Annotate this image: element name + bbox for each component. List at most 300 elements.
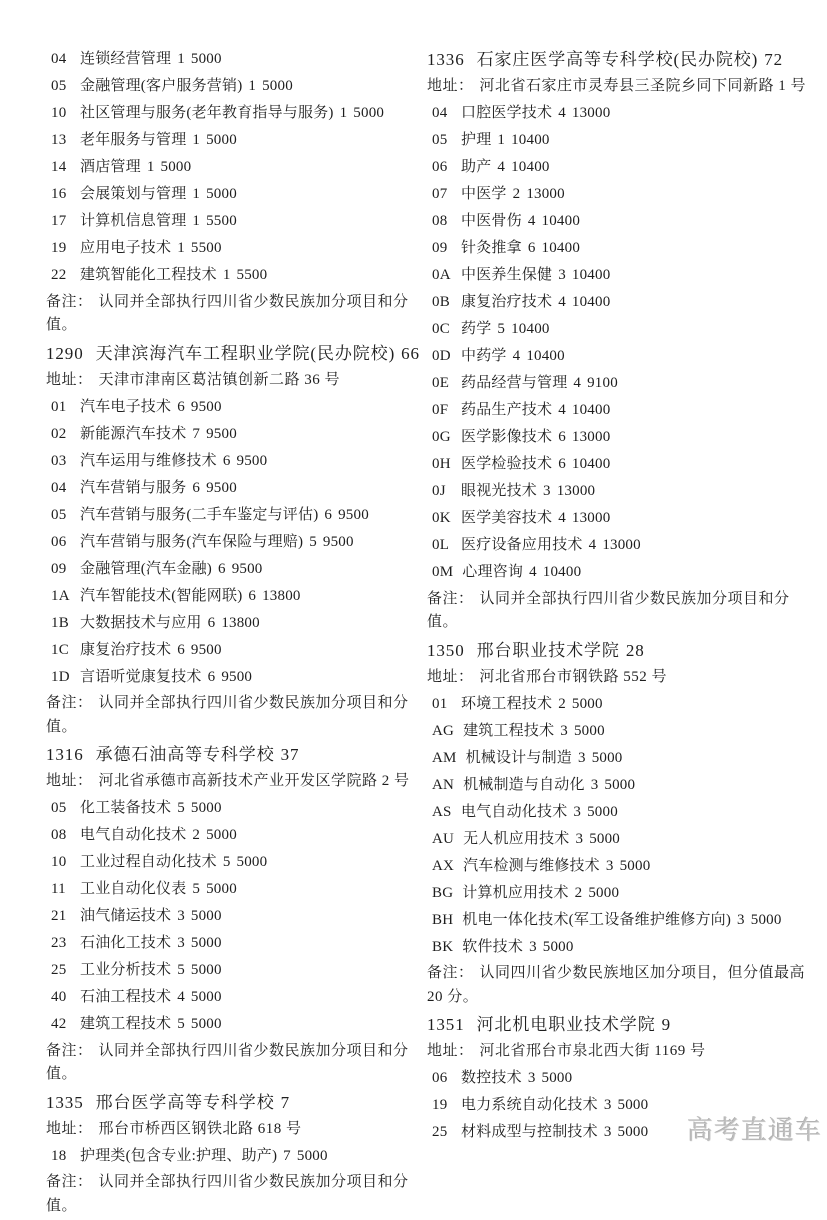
program-count: 4 [177,989,185,1005]
program-fee: 5500 [206,213,237,229]
program-count: 3 [529,939,537,955]
program-name: 药学 [461,321,491,337]
program-fee: 10400 [572,294,611,310]
program-line [46,46,420,73]
address-line [46,367,420,394]
program-line [46,502,420,529]
program-fee: 5000 [297,1148,328,1164]
program-name: 电气自动化技术 [80,827,186,843]
program-line [427,718,813,745]
program-line [427,853,813,880]
program-fee: 10400 [572,402,611,418]
program-line [427,397,813,424]
program-line [427,181,813,208]
program-count: 5 [192,881,200,897]
program-code: 05 [432,127,452,154]
program-fee: 5000 [191,962,222,978]
program-code: 06 [51,529,71,556]
program-count: 1 [177,240,185,256]
program-line [46,556,420,583]
program-name: 汽车营销与服务 [80,480,186,496]
program-count: 2 [558,696,566,712]
program-name: 大数据技术与应用 [80,615,202,631]
program-name: 中医养生保健 [461,267,552,283]
program-fee: 9500 [206,480,237,496]
program-fee: 13800 [221,615,260,631]
program-count: 1 [497,132,505,148]
program-count: 1 [248,78,256,94]
school-name: 邢台职业技术学院 [477,641,620,660]
program-name: 石油化工技术 [80,935,171,951]
program-fee: 5000 [237,854,268,870]
program-code: 0E [432,370,452,397]
watermark: 高考直通车 [687,1110,822,1147]
program-code: 01 [432,691,452,718]
program-code: 0G [432,424,452,451]
program-fee: 13000 [557,483,596,499]
program-count: 5 [177,1016,185,1032]
program-fee: 5000 [589,831,620,847]
program-fee: 9500 [338,507,369,523]
program-fee: 5000 [191,908,222,924]
program-code: 06 [432,1065,452,1092]
program-code: 09 [432,235,452,262]
program-line [427,1065,813,1092]
program-code: 04 [432,100,452,127]
program-name: 老年服务与管理 [80,132,186,148]
program-fee: 9500 [191,642,222,658]
program-code: 04 [51,475,71,502]
school-code: 1335 [46,1089,84,1116]
school-code: 1351 [427,1011,465,1038]
school-total: 28 [626,641,645,660]
program-name: 化工装备技术 [80,800,171,816]
note-text: 认同并全部执行四川省少数民族加分项目和分值。 [46,695,409,735]
program-fee: 5000 [191,989,222,1005]
program-code: 16 [51,181,71,208]
address-text: 天津市津南区葛沽镇创新二路 36 号 [99,372,341,388]
program-code: 05 [51,795,71,822]
program-fee: 5000 [262,78,293,94]
program-line [427,208,813,235]
program-name: 医疗设备应用技术 [461,537,583,553]
school-header [46,1089,420,1116]
program-line [46,394,420,421]
program-code: 22 [51,262,71,289]
program-code: AM [432,745,457,772]
program-name: 汽车智能技术(智能网联) [80,588,242,604]
program-line [427,451,813,478]
program-fee: 5000 [543,939,574,955]
program-count: 4 [573,375,581,391]
note-line [46,1038,420,1089]
program-code: 11 [51,876,71,903]
program-code: 0K [432,505,452,532]
program-name: 社区管理与服务(老年教育指导与服务) [80,105,334,121]
program-fee: 5000 [206,827,237,843]
program-name: 工业自动化仪表 [80,881,186,897]
school-name: 承德石油高等专科学校 [96,745,275,764]
program-count: 3 [604,1097,612,1113]
program-fee: 5000 [620,858,651,874]
program-name: 中医骨伤 [461,213,522,229]
address-line [427,1038,813,1065]
address-label: 地址： [46,372,93,388]
note-text: 认同并全部执行四川省少数民族加分项目和分值。 [427,591,790,631]
program-name: 药品生产技术 [461,402,552,418]
program-name: 电气自动化技术 [461,804,567,820]
program-fee: 13000 [602,537,641,553]
program-line [427,505,813,532]
program-fee: 5000 [191,935,222,951]
program-count: 2 [575,885,583,901]
program-code: 0L [432,532,452,559]
program-name: 汽车电子技术 [80,399,171,415]
program-count: 5 [309,534,317,550]
program-line [427,799,813,826]
program-line [46,849,420,876]
program-code: 0J [432,478,452,505]
program-line [46,637,420,664]
program-name: 工业过程自动化技术 [80,854,217,870]
program-code: BH [432,907,453,934]
program-line [46,100,420,127]
school-name: 河北机电职业技术学院 [477,1015,656,1034]
program-count: 6 [208,669,216,685]
note-label: 备注： [427,591,474,607]
program-name: 酒店管理 [80,159,141,175]
program-line [427,316,813,343]
school-total: 66 [401,344,420,363]
program-count: 4 [558,294,566,310]
program-count: 7 [283,1148,291,1164]
program-line [46,181,420,208]
program-code: 0M [432,559,453,586]
address-line [427,664,813,691]
note-line [427,586,813,637]
school-code: 1316 [46,741,84,768]
program-line [46,235,420,262]
program-code: BK [432,934,453,961]
program-fee: 5500 [191,240,222,256]
program-line [46,1143,420,1170]
program-code: 17 [51,208,71,235]
program-name: 心理咨询 [462,564,523,580]
program-code: 0D [432,343,452,370]
program-code: 09 [51,556,71,583]
program-code: 19 [432,1092,452,1119]
program-name: 金融管理(客户服务营销) [80,78,242,94]
program-count: 3 [591,777,599,793]
column-left [46,46,420,1220]
program-fee: 5000 [206,186,237,202]
program-count: 4 [558,402,566,418]
program-code: AN [432,772,454,799]
program-fee: 5000 [206,881,237,897]
program-fee: 5000 [751,912,782,928]
program-count: 5 [177,962,185,978]
note-text: 认同并全部执行四川省少数民族加分项目和分值。 [46,294,409,334]
program-line [46,876,420,903]
program-count: 6 [177,399,185,415]
school-code: 1336 [427,46,465,73]
program-count: 2 [192,827,200,843]
program-name: 言语听觉康复技术 [80,669,202,685]
program-code: 02 [51,421,71,448]
program-line [427,262,813,289]
program-name: 康复治疗技术 [80,642,171,658]
program-fee: 10400 [511,321,550,337]
program-line [46,73,420,100]
program-code: 42 [51,1011,71,1038]
program-count: 6 [223,453,231,469]
program-count: 1 [192,186,200,202]
program-line [427,772,813,799]
program-code: 04 [51,46,71,73]
program-code: AG [432,718,454,745]
program-name: 机械设计与制造 [466,750,572,766]
program-fee: 5000 [161,159,192,175]
note-line [46,1170,420,1220]
program-fee: 5000 [587,804,618,820]
address-text: 河北省承德市高新技术产业开发区学院路 2 号 [99,773,410,789]
program-count: 4 [528,213,536,229]
program-line [427,745,813,772]
program-fee: 13000 [572,510,611,526]
program-line [427,100,813,127]
column-right [427,46,813,1146]
program-line [427,826,813,853]
program-code: 05 [51,502,71,529]
program-code: 03 [51,448,71,475]
program-fee: 5500 [237,267,268,283]
school-code: 1350 [427,637,465,664]
school-header [427,46,813,73]
program-name: 金融管理(汽车金融) [80,561,212,577]
school-total: 72 [764,50,783,69]
school-name: 石家庄医学高等专科学校(民办院校) [477,50,759,69]
program-fee: 9100 [587,375,618,391]
program-fee: 10400 [572,267,611,283]
note-line [427,961,813,1012]
program-line [427,424,813,451]
program-count: 4 [589,537,597,553]
program-line [46,984,420,1011]
program-code: 0H [432,451,452,478]
program-name: 药品经营与管理 [461,375,567,391]
program-fee: 5000 [353,105,384,121]
program-line [46,529,420,556]
program-line [427,343,813,370]
program-name: 石油工程技术 [80,989,171,1005]
program-line [46,421,420,448]
school-code: 1290 [46,340,84,367]
program-count: 1 [147,159,155,175]
note-text: 认同并全部执行四川省少数民族加分项目和分值。 [46,1043,409,1083]
program-name: 中医学 [461,186,507,202]
program-fee: 5000 [592,750,623,766]
program-line [427,235,813,262]
program-name: 针灸推拿 [461,240,522,256]
program-name: 眼视光技术 [461,483,537,499]
program-code: 07 [432,181,452,208]
school-total: 7 [281,1093,290,1112]
program-fee: 13800 [262,588,301,604]
program-count: 1 [340,105,348,121]
program-fee: 9500 [232,561,263,577]
program-name: 护理 [461,132,491,148]
program-count: 1 [223,267,231,283]
address-line [46,768,420,795]
program-name: 助产 [461,159,491,175]
program-fee: 10400 [542,240,581,256]
program-fee: 5000 [206,132,237,148]
program-fee: 9500 [323,534,354,550]
program-code: 18 [51,1143,71,1170]
program-name: 电力系统自动化技术 [461,1097,598,1113]
program-line [427,127,813,154]
address-text: 河北省石家庄市灵寿县三圣院乡同下同新路 1 号 [480,78,807,94]
program-fee: 10400 [543,564,582,580]
program-fee: 9500 [206,426,237,442]
program-line [46,154,420,181]
address-line [427,73,813,100]
program-code: 1D [51,664,71,691]
program-count: 4 [529,564,537,580]
address-label: 地址： [427,78,474,94]
program-name: 建筑工程技术 [80,1016,171,1032]
program-name: 应用电子技术 [80,240,171,256]
program-fee: 10400 [511,159,550,175]
program-line [46,903,420,930]
program-line [46,664,420,691]
program-count: 4 [497,159,505,175]
program-code: 23 [51,930,71,957]
school-name: 天津滨海汽车工程职业学院(民办院校) [96,344,396,363]
program-code: 08 [51,822,71,849]
address-label: 地址： [427,1043,474,1059]
program-count: 6 [558,456,566,472]
program-fee: 9500 [237,453,268,469]
program-code: 06 [432,154,452,181]
address-line [46,1116,420,1143]
program-count: 2 [513,186,521,202]
note-label: 备注： [46,695,93,711]
program-name: 口腔医学技术 [461,105,552,121]
program-fee: 13000 [572,429,611,445]
program-code: 10 [51,100,71,127]
program-code: AX [432,853,454,880]
program-line [46,583,420,610]
program-name: 会展策划与管理 [80,186,186,202]
program-fee: 5000 [191,1016,222,1032]
program-name: 工业分析技术 [80,962,171,978]
program-fee: 5000 [618,1124,649,1140]
note-label: 备注： [46,294,93,310]
program-line [46,1011,420,1038]
program-name: 医学影像技术 [461,429,552,445]
program-line [427,880,813,907]
address-text: 河北省邢台市泉北西大街 1169 号 [480,1043,706,1059]
program-line [46,610,420,637]
note-text: 认同并全部执行四川省少数民族加分项目和分值。 [46,1174,409,1214]
program-name: 医学检验技术 [461,456,552,472]
program-code: 1A [51,583,71,610]
note-label: 备注： [427,965,474,981]
address-label: 地址： [46,1121,93,1137]
program-count: 3 [528,1070,536,1086]
program-name: 机械制造与自动化 [463,777,585,793]
program-name: 软件技术 [462,939,523,955]
program-code: AU [432,826,454,853]
program-fee: 5000 [604,777,635,793]
program-code: BG [432,880,453,907]
program-fee: 13000 [572,105,611,121]
program-line [46,957,420,984]
program-code: 25 [432,1119,452,1146]
school-header [427,637,813,664]
program-line [46,930,420,957]
program-fee: 5000 [191,51,222,67]
note-line [46,289,420,340]
program-code: 0C [432,316,452,343]
program-count: 4 [513,348,521,364]
program-line [46,822,420,849]
program-name: 汽车营销与服务(汽车保险与理赔) [80,534,303,550]
program-code: 10 [51,849,71,876]
program-name: 汽车营销与服务(二手车鉴定与评估) [80,507,318,523]
program-line [427,907,813,934]
program-code: 13 [51,127,71,154]
program-code: 01 [51,394,71,421]
program-code: 25 [51,957,71,984]
program-fee: 9500 [191,399,222,415]
program-code: 0A [432,262,452,289]
program-count: 6 [192,480,200,496]
program-code: 14 [51,154,71,181]
program-count: 6 [208,615,216,631]
program-name: 油气储运技术 [80,908,171,924]
program-count: 6 [324,507,332,523]
program-code: 19 [51,235,71,262]
note-label: 备注： [46,1174,93,1190]
program-line [427,478,813,505]
program-code: 08 [432,208,452,235]
program-fee: 5000 [572,696,603,712]
school-header [46,741,420,768]
program-name: 无人机应用技术 [463,831,569,847]
program-fee: 5000 [191,800,222,816]
program-name: 中药学 [461,348,507,364]
program-name: 计算机应用技术 [462,885,568,901]
program-line [427,289,813,316]
school-header [46,340,420,367]
program-name: 汽车运用与维修技术 [80,453,217,469]
program-line [427,532,813,559]
program-fee: 10400 [572,456,611,472]
program-line [427,370,813,397]
program-count: 1 [177,51,185,67]
program-count: 5 [177,800,185,816]
note-line [46,691,420,742]
program-count: 6 [558,429,566,445]
program-count: 3 [560,723,568,739]
program-fee: 5000 [542,1070,573,1086]
program-count: 6 [177,642,185,658]
program-line [427,154,813,181]
program-name: 数控技术 [461,1070,522,1086]
program-count: 3 [575,831,583,847]
